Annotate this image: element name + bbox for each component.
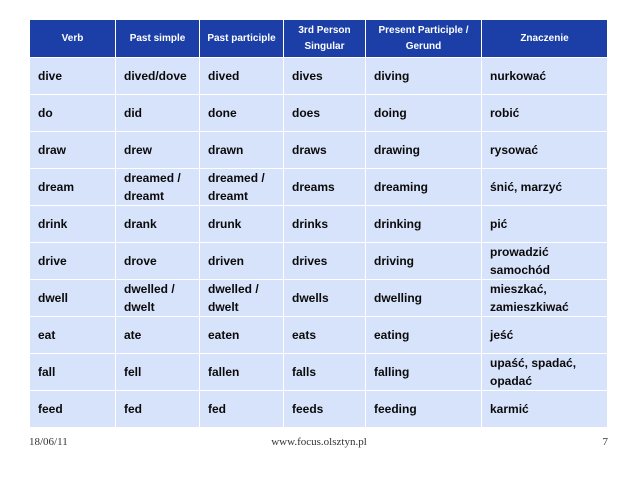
- cell-past-simple: fell: [116, 354, 200, 391]
- header-past-simple: Past simple: [116, 20, 200, 58]
- cell-verb: dive: [30, 58, 116, 95]
- cell-verb: do: [30, 95, 116, 132]
- cell-present-participle: feeding: [366, 391, 482, 428]
- cell-present-participle: driving: [366, 243, 482, 280]
- cell-verb: dwell: [30, 280, 116, 317]
- cell-present-participle: dreaming: [366, 169, 482, 206]
- cell-past-simple: drove: [116, 243, 200, 280]
- cell-past-participle: driven: [200, 243, 284, 280]
- cell-past-simple: ate: [116, 317, 200, 354]
- cell-past-simple: fed: [116, 391, 200, 428]
- table-header-row: [30, 20, 608, 58]
- cell-3rd-person: draws: [284, 132, 366, 169]
- cell-past-simple: did: [116, 95, 200, 132]
- cell-past-participle: dived: [200, 58, 284, 95]
- cell-meaning: rysować: [482, 132, 608, 169]
- cell-3rd-person: dives: [284, 58, 366, 95]
- cell-verb: drink: [30, 206, 116, 243]
- table-row: [30, 391, 608, 428]
- cell-verb: drive: [30, 243, 116, 280]
- table-row: [30, 58, 608, 95]
- cell-present-participle: diving: [366, 58, 482, 95]
- cell-meaning: upaść, spadać, opadać: [482, 354, 608, 391]
- footer-website: www.focus.olsztyn.pl: [271, 436, 367, 448]
- cell-verb: feed: [30, 391, 116, 428]
- footer-page-number: 7: [602, 436, 608, 448]
- cell-3rd-person: feeds: [284, 391, 366, 428]
- cell-present-participle: drawing: [366, 132, 482, 169]
- table-row: [30, 317, 608, 354]
- cell-present-participle: eating: [366, 317, 482, 354]
- table-row: [30, 169, 608, 206]
- header-past-participle: Past participle: [200, 20, 284, 58]
- cell-past-participle: dwelled / dwelt: [200, 280, 284, 317]
- cell-3rd-person: drives: [284, 243, 366, 280]
- table-row: [30, 243, 608, 280]
- table-row: [30, 132, 608, 169]
- cell-meaning: pić: [482, 206, 608, 243]
- cell-past-participle: fallen: [200, 354, 284, 391]
- cell-3rd-person: does: [284, 95, 366, 132]
- cell-past-participle: fed: [200, 391, 284, 428]
- irregular-verbs-table: [29, 19, 608, 428]
- cell-past-participle: drawn: [200, 132, 284, 169]
- cell-past-simple: dwelled / dwelt: [116, 280, 200, 317]
- cell-present-participle: drinking: [366, 206, 482, 243]
- cell-meaning: prowadzić samochód: [482, 243, 608, 280]
- cell-present-participle: dwelling: [366, 280, 482, 317]
- cell-past-simple: dreamed / dreamt: [116, 169, 200, 206]
- cell-past-simple: dived/dove: [116, 58, 200, 95]
- cell-3rd-person: falls: [284, 354, 366, 391]
- cell-past-participle: drunk: [200, 206, 284, 243]
- cell-present-participle: doing: [366, 95, 482, 132]
- header-verb: Verb: [30, 20, 116, 58]
- header-present-participle: Present Participle / Gerund: [366, 20, 482, 58]
- cell-meaning: śnić, marzyć: [482, 169, 608, 206]
- cell-3rd-person: dwells: [284, 280, 366, 317]
- cell-past-simple: drank: [116, 206, 200, 243]
- header-3rd-person: 3rd Person Singular: [284, 20, 366, 58]
- table-row: [30, 280, 608, 317]
- cell-verb: eat: [30, 317, 116, 354]
- cell-3rd-person: drinks: [284, 206, 366, 243]
- header-meaning: Znaczenie: [482, 20, 608, 58]
- table-row: [30, 354, 608, 391]
- cell-3rd-person: eats: [284, 317, 366, 354]
- cell-past-participle: done: [200, 95, 284, 132]
- cell-verb: fall: [30, 354, 116, 391]
- cell-past-participle: dreamed / dreamt: [200, 169, 284, 206]
- cell-verb: dream: [30, 169, 116, 206]
- cell-past-simple: drew: [116, 132, 200, 169]
- cell-present-participle: falling: [366, 354, 482, 391]
- cell-3rd-person: dreams: [284, 169, 366, 206]
- table-row: [30, 206, 608, 243]
- table-row: [30, 95, 608, 132]
- cell-past-participle: eaten: [200, 317, 284, 354]
- cell-meaning: mieszkać, zamieszkiwać: [482, 280, 608, 317]
- cell-meaning: nurkować: [482, 58, 608, 95]
- footer-date: 18/06/11: [29, 436, 68, 448]
- cell-meaning: karmić: [482, 391, 608, 428]
- cell-meaning: jeść: [482, 317, 608, 354]
- cell-meaning: robić: [482, 95, 608, 132]
- cell-verb: draw: [30, 132, 116, 169]
